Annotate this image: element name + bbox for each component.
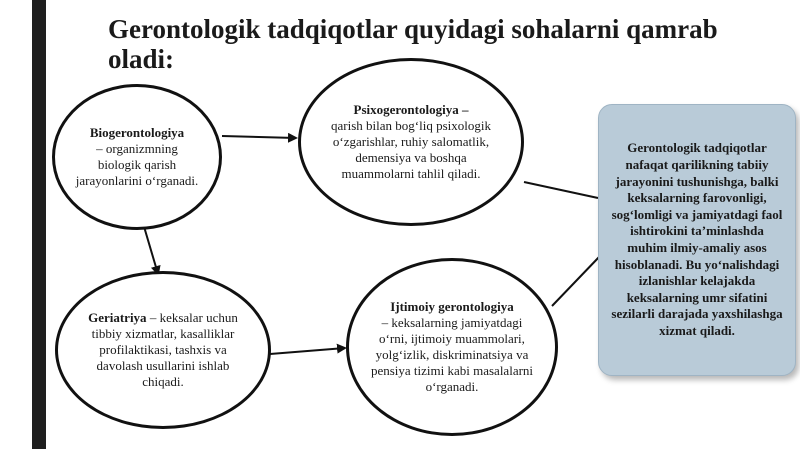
- summary-callout-text: Gerontologik tadqiqotlar nafaqat qarilikning tabiiy jarayonini tushunishga, balki keksalarning farovonligi, sog‘lomligi va jamiyatdagi faol ishtirokini ta’minlashda muhim ilmiy-amaliy asos hisoblanadi. Bu yo‘nalishdagi izlanishlar kelajakda keksalarning umr sifatini sezilarli darajada yaxshilashga xizmat qiladi.: [611, 140, 783, 338]
- node-ijtimoiy-term: Ijtimoiy gerontologiya: [390, 299, 514, 314]
- connector-psy-to-callout: [524, 182, 598, 198]
- node-psixogerontologiya: [298, 58, 524, 226]
- connector-ijt-to-callout: [552, 256, 600, 306]
- node-psixogerontologiya-text: qarish bilan bog‘liq psixologik o‘zgarishlar, ruhiy salomatlik, demensiya va boshqa muammolarni tahlil qiladi.: [331, 118, 491, 181]
- node-geriatriya-term: Geriatriya: [88, 310, 147, 325]
- arrow-ger-to-ijt: [270, 348, 345, 354]
- node-geriatriya: [55, 271, 271, 429]
- summary-callout: [598, 104, 796, 376]
- slide-title: Gerontologik tadqiqotlar quyidagi sohalarni qamrab oladi:: [108, 14, 718, 74]
- node-psixogerontologiya-term: Psixogerontologiya –: [353, 102, 469, 117]
- node-biogerontologiya: [52, 84, 222, 230]
- node-ijtimoiy-text: – keksalarning jamiyatdagi o‘rni, ijtimoiy muammolari, yolg‘izlik, diskriminatsiya va pensiya tizimi kabi masalalarni o‘rganadi.: [370, 315, 534, 394]
- node-biogerontologiya-term: Biogerontologiya: [89, 125, 185, 140]
- node-geriatriya-text: – keksalar uchun tibbiy xizmatlar, kasalliklar profilaktikasi, tashxis va davolash usullarini ishlab chiqadi.: [91, 310, 238, 389]
- arrow-bio-to-psy: [222, 136, 296, 138]
- node-ijtimoiy-gerontologiya: [346, 258, 558, 436]
- node-biogerontologiya-text: – organizmning biologik qarish jarayonlarini o‘rganadi.: [75, 141, 199, 188]
